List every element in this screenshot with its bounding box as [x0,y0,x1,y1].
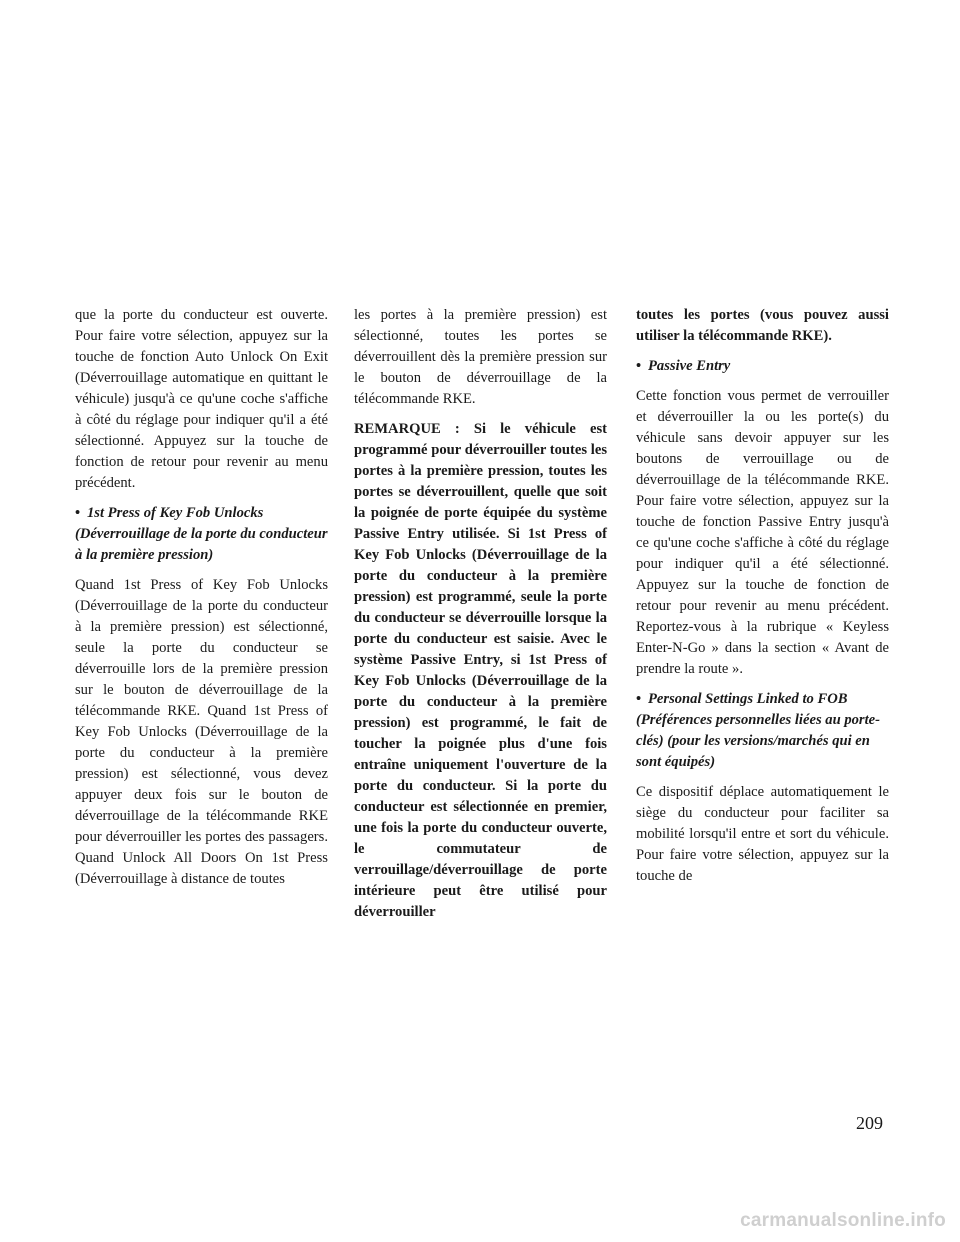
bullet-icon: • [636,358,642,374]
column-1 [75,305,328,899]
paragraph: Quand 1st Press of Key Fob Unlocks (Déverrouillage de la porte du conducteur à la première pression) est sélectionné, seule la porte du conducteur se déverrouille lors de la première pression sur le bouton de déverrouillage de la télécommande RKE. Quand 1st Press of Key Fob Unlocks (Déverrouillage de la porte du conducteur à la première pression) est sélectionné, vous devez appuyer deux fois sur le bouton de déverrouillage de la télécommande RKE pour déverrouiller les portes des passagers. Quand Unlock All Doors On 1st Press (Déverrouillage à distance de toutes [75,577,328,887]
paragraph: que la porte du conducteur est ouverte. Pour faire votre sélection, appuyez sur la touche de fonction Auto Unlock On Exit (Déverrouillage automatique en quittant le véhicule) jusqu'à ce qu'une coche s'affiche à côté du réglage pour indiquer qu'il a été sélectionné. Appuyez sur la touche de fonction de retour pour revenir au menu précédent. [75,307,328,491]
remark-paragraph-end: toutes les portes (vous pouvez aussi utiliser la télécommande RKE). [636,307,889,344]
watermark: carmanualsonline.info [740,1210,946,1231]
bullet-icon: • [75,505,81,521]
bullet-heading-first-press [75,503,328,566]
bullet-heading-passive-entry [636,356,889,377]
column-3 [636,305,889,896]
bullet-heading-text: Passive Entry [648,358,731,374]
bullet-heading-text: Personal Settings Linked to FOB (Préférences personnelles liées au porte-clés) (pour les versions/marchés qui en sont équipés) [636,691,880,770]
bullet-heading-personal-settings [636,689,889,773]
paragraph: Cette fonction vous permet de verrouiller et déverrouiller la ou les porte(s) du véhicule sans devoir appuyer sur les boutons de verrouillage ou de déverrouillage de la télécommande RKE. Pour faire votre sélection, appuyez sur la touche de fonction Passive Entry jusqu'à ce qu'une coche s'affiche à côté du réglage pour indiquer qu'il a été sélectionné. Appuyez sur la touche de fonction de retour pour revenir au menu précédent. Reportez-vous à la rubrique « Keyless Enter-N-Go » dans la section « Avant de prendre la route ». [636,388,889,677]
bullet-heading-text: 1st Press of Key Fob Unlocks (Déverrouillage de la porte du conducteur à la première pression) [75,505,328,563]
column-2 [354,305,607,932]
bullet-icon: • [636,691,642,707]
paragraph: Ce dispositif déplace automatiquement le siège du conducteur pour faciliter sa mobilité lorsqu'il entre et sort du véhicule. Pour faire votre sélection, appuyez sur la touche de [636,784,889,884]
paragraph: les portes à la première pression) est sélectionné, toutes les portes se déverrouillent dès la première pression sur le bouton de déverrouillage de la télécommande RKE. [354,307,607,407]
remark-paragraph: REMARQUE : Si le véhicule est programmé pour déverrouiller toutes les portes à la première pression, toutes les portes se déverrouillent, quelle que soit la poignée de porte équipée du système Passive Entry utilisée. Si 1st Press of Key Fob Unlocks (Déverrouillage de la porte du conducteur à la première pression) est programmé, seule la porte du conducteur se déverrouille lorsque la porte du conducteur est saisie. Avec le système Passive Entry, si 1st Press of Key Fob Unlocks (Déverrouillage de la porte du conducteur à la première pression) est programmé, le fait de toucher la poignée plus d'une fois entraîne uniquement l'ouverture de la porte du conducteur. Si la porte du conducteur est sélectionnée en premier, une fois la porte du conducteur ouverte, le commutateur de verrouillage/déverrouillage de porte intérieure peut être utilisé pour déverrouiller [354,421,607,920]
page-number: 209 [856,1113,883,1133]
